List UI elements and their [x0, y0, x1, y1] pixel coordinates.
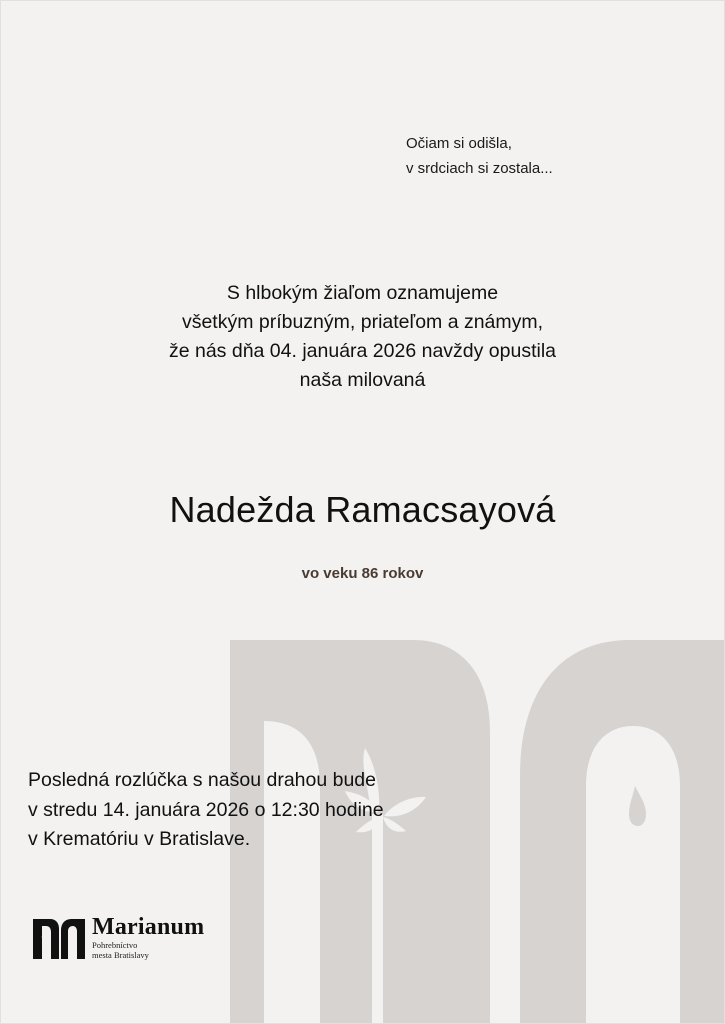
- epigraph-line-1: Očiam si odišla,: [406, 135, 512, 152]
- deceased-age: vo veku 86 rokov: [301, 565, 424, 582]
- farewell-line-2: v stredu 14. januára 2026 o 12:30 hodine: [28, 798, 384, 821]
- farewell-info: [28, 766, 384, 855]
- deceased-name: Nadežda Ramacsayová: [169, 489, 556, 530]
- epigraph: [406, 131, 553, 181]
- logo-subtitle-line-2: mesta Bratislavy: [92, 949, 149, 960]
- logo-name: Marianum: [92, 914, 205, 940]
- logo-subtitle-line-1: Pohrebníctvo: [92, 940, 138, 950]
- announcement-text: [0, 279, 725, 395]
- farewell-line-3: v Krematóriu v Bratislave.: [28, 828, 251, 850]
- logo-text-block: [92, 913, 204, 960]
- farewell-line-1: Posledná rozlúčka s našou drahou bude: [28, 769, 376, 791]
- marianum-logo: [33, 913, 204, 965]
- announcement-line-1: S hlbokým žiaľom oznamujeme: [226, 282, 499, 304]
- announcement-line-4: naša milovaná: [299, 369, 426, 391]
- announcement-line-3: že nás dňa 04. januára 2026 navždy opustila: [168, 340, 557, 362]
- marianum-m-logo-icon: [33, 917, 85, 961]
- epigraph-line-2: v srdciach si zostala...: [406, 160, 553, 177]
- announcement-line-2: všetkým príbuzným, priateľom a známym,: [181, 311, 544, 333]
